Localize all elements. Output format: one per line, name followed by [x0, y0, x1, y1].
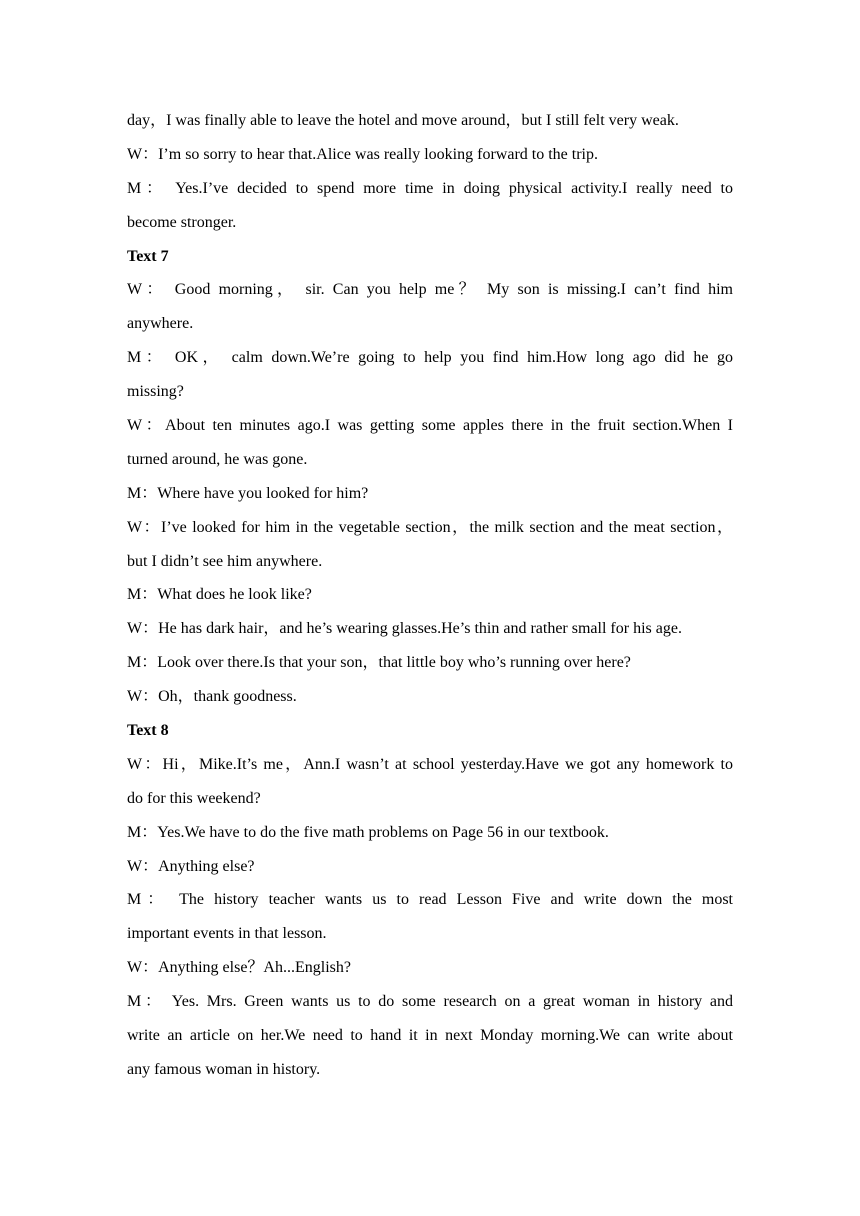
- transcript-line: M： OK， calm down.We’re going to help you find him.How long ago did he go: [127, 349, 733, 367]
- transcript-line: M： Yes.I’ve decided to spend more time in doing physical activity.I really need to: [127, 179, 733, 197]
- transcript-line: any famous woman in history.: [127, 1060, 321, 1078]
- transcript-line: write an article on her.We need to hand it in next Monday morning.We can write about: [127, 1027, 733, 1045]
- transcript-line: W：Anything else？Ah...English?: [127, 959, 351, 977]
- document-page: [127, 104, 733, 1087]
- section-heading: Text 8: [127, 722, 169, 740]
- transcript-line: M： The history teacher wants us to read Lesson Five and write down the most: [127, 891, 733, 909]
- transcript-line: but I didn’t see him anywhere.: [127, 552, 323, 570]
- transcript-line: W：I’ve looked for him in the vegetable section，the milk section and the meat section，: [127, 518, 733, 536]
- transcript-line: W：Anything else?: [127, 857, 255, 875]
- transcript-line: M：What does he look like?: [127, 586, 312, 604]
- transcript-line: W：Oh，thank goodness.: [127, 688, 297, 706]
- transcript-line: W：I’m so sorry to hear that.Alice was really looking forward to the trip.: [127, 145, 598, 163]
- transcript-line: do for this weekend?: [127, 789, 261, 807]
- transcript-line: M： Yes. Mrs. Green wants us to do some research on a great woman in history and: [127, 993, 733, 1011]
- transcript-line: anywhere.: [127, 315, 194, 333]
- section-heading: Text 7: [127, 247, 169, 265]
- transcript-line: M：Where have you looked for him?: [127, 484, 369, 502]
- transcript-line: W：Hi，Mike.It’s me，Ann.I wasn’t at school yesterday.Have we got any homework to: [127, 755, 733, 773]
- transcript-line: missing?: [127, 383, 184, 401]
- transcript-line: important events in that lesson.: [127, 925, 327, 943]
- transcript-line: turned around, he was gone.: [127, 450, 308, 468]
- transcript-line: W：About ten minutes ago.I was getting some apples there in the fruit section.When I: [127, 417, 733, 435]
- transcript-line: M：Yes.We have to do the five math problems on Page 56 in our textbook.: [127, 823, 609, 841]
- transcript-line: W：He has dark hair，and he’s wearing glasses.He’s thin and rather small for his age.: [127, 620, 682, 638]
- transcript-line: become stronger.: [127, 213, 237, 231]
- transcript-line: day，I was finally able to leave the hotel and move around，but I still felt very weak.: [127, 112, 679, 129]
- transcript-line: W： Good morning， sir. Can you help me？ My son is missing.I can’t find him: [127, 281, 733, 299]
- transcript-line: M：Look over there.Is that your son，that little boy who’s running over here?: [127, 654, 631, 672]
